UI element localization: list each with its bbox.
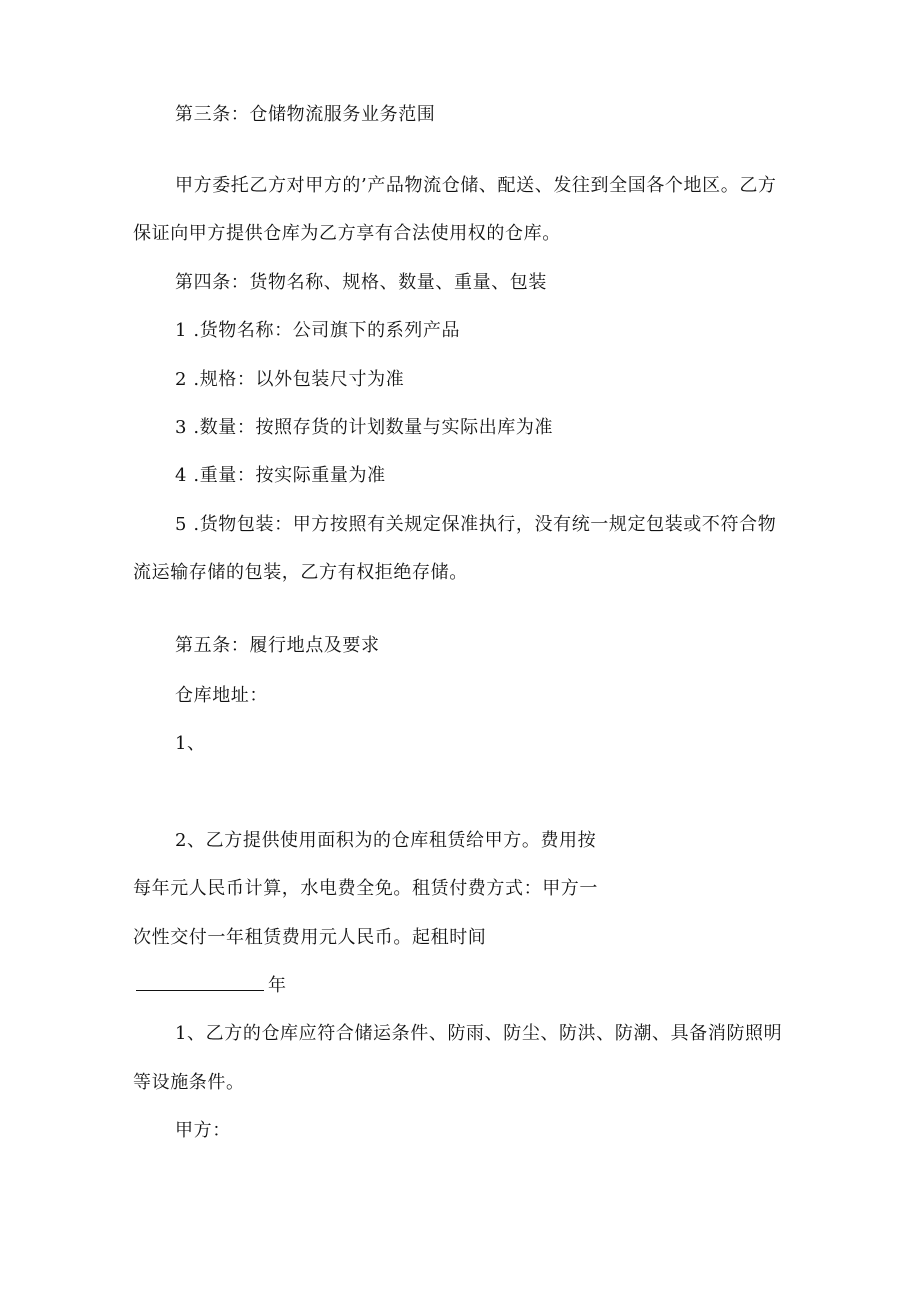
- article4-item-5-continued: 流运输存储的包装，乙方有权拒绝存储。: [133, 562, 468, 583]
- requirement-1-line1: 1、乙方的仓库应符合储运条件、防雨、防尘、防洪、防潮、具备消防照明: [175, 1023, 783, 1044]
- article3-paragraph-line2: 保证向甲方提供仓库为乙方享有合法使用权的仓库。: [133, 223, 561, 244]
- article4-item-5: 5 .货物包装：甲方按照有关规定保准执行，没有统一规定包装或不符合物: [175, 514, 777, 535]
- article4-item-1: 1 .货物名称：公司旗下的系列产品: [175, 320, 461, 341]
- blank-underline: [136, 974, 264, 991]
- article4-item-4: 4 .重量：按实际重量为准: [175, 465, 386, 486]
- article5-item-2-line2: 每年元人民币计算，水电费全免。租赁付费方式：甲方一: [133, 878, 598, 899]
- article4-item-3: 3 .数量：按照存货的计划数量与实际出库为准: [175, 417, 554, 438]
- party-a-signature-label: 甲方：: [175, 1120, 231, 1141]
- article4-heading: 第四条：货物名称、规格、数量、重量、包装: [175, 272, 547, 293]
- start-date-line: [136, 974, 287, 998]
- article5-item-2-line3: 次性交付一年租赁费用元人民币。起租时间: [133, 927, 487, 948]
- article3-paragraph-line1: 甲方委托乙方对甲方的’产品物流仓储、配送、发往到全国各个地区。乙方: [175, 175, 777, 196]
- article5-item-1: 1、: [175, 733, 206, 754]
- article5-item-2-line1: 2、乙方提供使用面积为的仓库租赁给甲方。费用按: [175, 830, 597, 851]
- requirement-1-line2: 等设施条件。: [133, 1072, 245, 1093]
- article3-heading: 第三条：仓储物流服务业务范围: [175, 104, 436, 125]
- article5-heading: 第五条：履行地点及要求: [175, 635, 380, 656]
- article4-item-2: 2 .规格：以外包装尺寸为准: [175, 369, 405, 390]
- year-suffix: 年: [268, 975, 287, 996]
- warehouse-address-label: 仓库地址：: [175, 685, 268, 706]
